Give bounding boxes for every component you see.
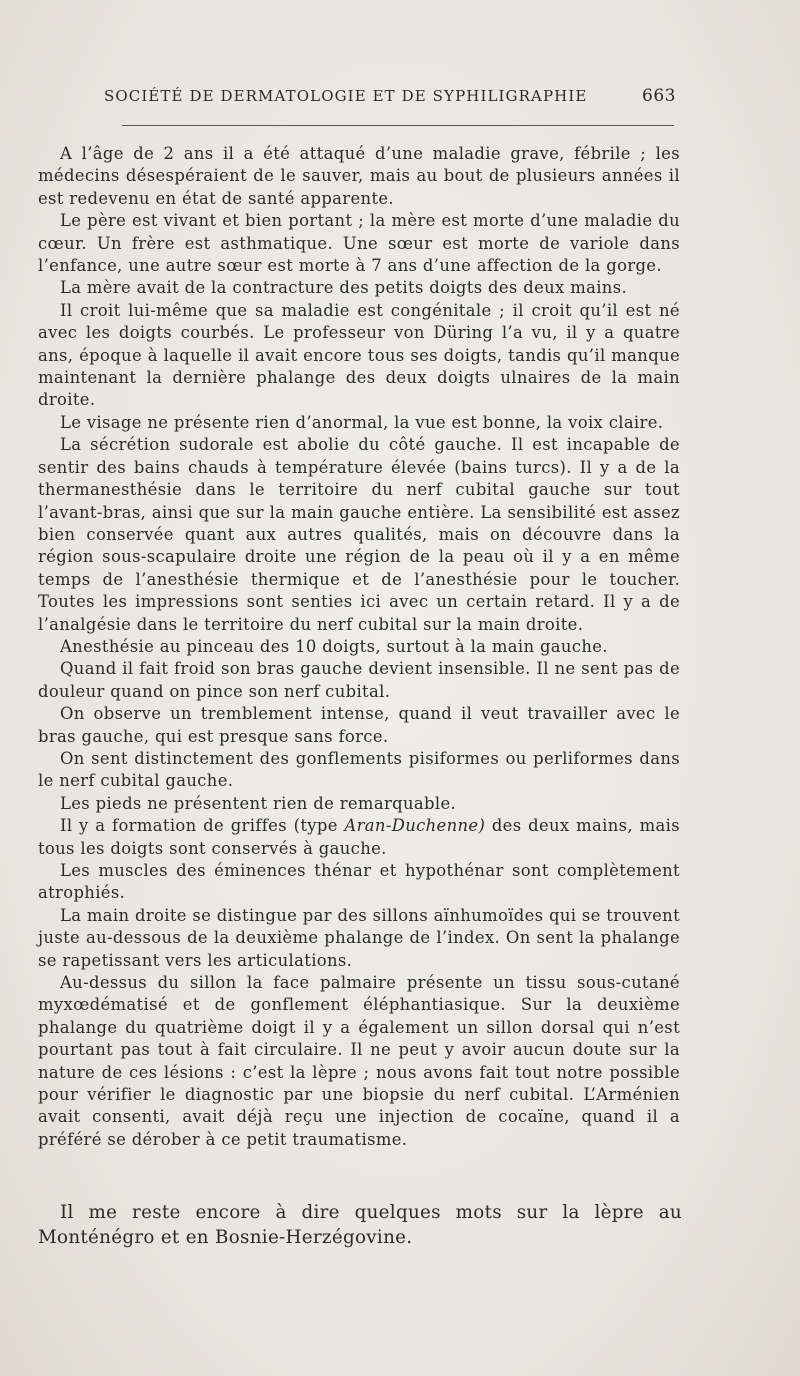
paragraph: Le père est vivant et bien portant ; la mère est morte d’une maladie du cœur. Un frère est asthmatique. Une sœur est morte de variole dans l’enfance, une autre sœur est morte à 7 ans d’une affection de la gorge. bbox=[38, 211, 680, 276]
paragraph: A l’âge de 2 ans il a été attaqué d’une maladie grave, fébrile ; les médecins désespéraient de le sauver, mais au bout de plusieurs années il est redevenu en état de santé apparente. bbox=[38, 144, 680, 208]
page-number: 663 bbox=[642, 86, 676, 106]
paragraph: Au-dessus du sillon la face palmaire présente un tissu sous-cutané myxœdématisé et de gonflement éléphantiasique. Sur la deuxième phalange du quatrième doigt il y a également un sillon dorsal qui n’est pourtant pas tout à fait circulaire. Il ne peut y avoir aucun doute sur la nature de ces lésions : c’est la lèpre ; nous avons fait tout notre possible pour vérifier le diagnostic par une biopsie du nerf cubital. L’Arménien avait consenti, avait déjà reçu une injection de cocaïne, quand il a préféré se dérober à ce petit traumatisme. bbox=[38, 973, 680, 1149]
text-run: Il y a formation de griffes (type bbox=[60, 816, 345, 836]
paragraph: La main droite se distingue par des sillons aïnhumoïdes qui se trouvent juste au-dessous de la deuxième phalange de l’index. On sent la phalange se rapetissant vers les articulations. bbox=[38, 905, 681, 970]
text-run: des deux mains, mais tous les doigts sont conservés à gauche. bbox=[38, 816, 680, 858]
italic-term: Aran-Duchenne) bbox=[344, 816, 486, 836]
running-title: SOCIÉTÉ DE DERMATOLOGIE ET DE SYPHILIGRAPHIE bbox=[104, 87, 588, 105]
paragraph: On observe un tremblement intense, quand il veut travailler avec le bras gauche, qui est presque sans force. bbox=[38, 704, 680, 746]
paragraph: Le visage ne présente rien d’anormal, la vue est bonne, la voix claire. bbox=[60, 412, 664, 432]
paragraph: Quand il fait froid son bras gauche devient insensible. Il ne sent pas de douleur quand on pince son nerf cubital. bbox=[38, 659, 680, 701]
header-rule bbox=[122, 125, 674, 126]
paragraph: Anesthésie au pinceau des 10 doigts, surtout à la main gauche. bbox=[60, 636, 608, 656]
paragraph: Les muscles des éminences thénar et hypothénar sont complètement atrophiés. bbox=[38, 861, 680, 903]
paragraph: On sent distinctement des gonflements pisiformes ou perliformes dans le nerf cubital gauche. bbox=[38, 748, 680, 791]
paragraph: Les pieds ne présentent rien de remarquable. bbox=[60, 793, 457, 813]
paragraph-griffes bbox=[38, 815, 680, 860]
closing-paragraph: Il me reste encore à dire quelques mots sur la lèpre au Monténégro et en Bosnie-Herzégovine. bbox=[38, 1202, 682, 1248]
paragraph: La mère avait de la contracture des petits doigts des deux mains. bbox=[60, 278, 628, 298]
paragraph: La sécrétion sudorale est abolie du côté gauche. Il est incapable de sentir des bains chauds à température élevée (bains turcs). Il y a de la thermanesthésie dans le territoire du nerf cubital gauche sur tout l’avant-bras, ainsi que sur la main gauche entière. La sensibilité est assez bien conservée quant aux autres qualités, mais on découvre dans la région sous-scapulaire droite une région de la peau où il y a en même temps de l’anesthésie thermique et de l’anesthésie pour le toucher. Toutes les impressions sont senties ici avec un certain retard. Il y a de l’analgésie dans le territoire du nerf cubital sur la main droite. bbox=[38, 435, 680, 634]
page-header bbox=[104, 87, 676, 111]
paragraph: Il croit lui-même que sa maladie est congénitale ; il croit qu’il est né avec les doigts courbés. Le professeur von Düring l’a vu, il y a quatre ans, époque à laquelle il avait encore tous ses doigts, tandis qu’il manque maintenant la dernière phalange des deux doigts ulnaires de la main droite. bbox=[38, 300, 680, 410]
body-text bbox=[38, 143, 680, 1151]
closing-section bbox=[38, 1200, 682, 1250]
